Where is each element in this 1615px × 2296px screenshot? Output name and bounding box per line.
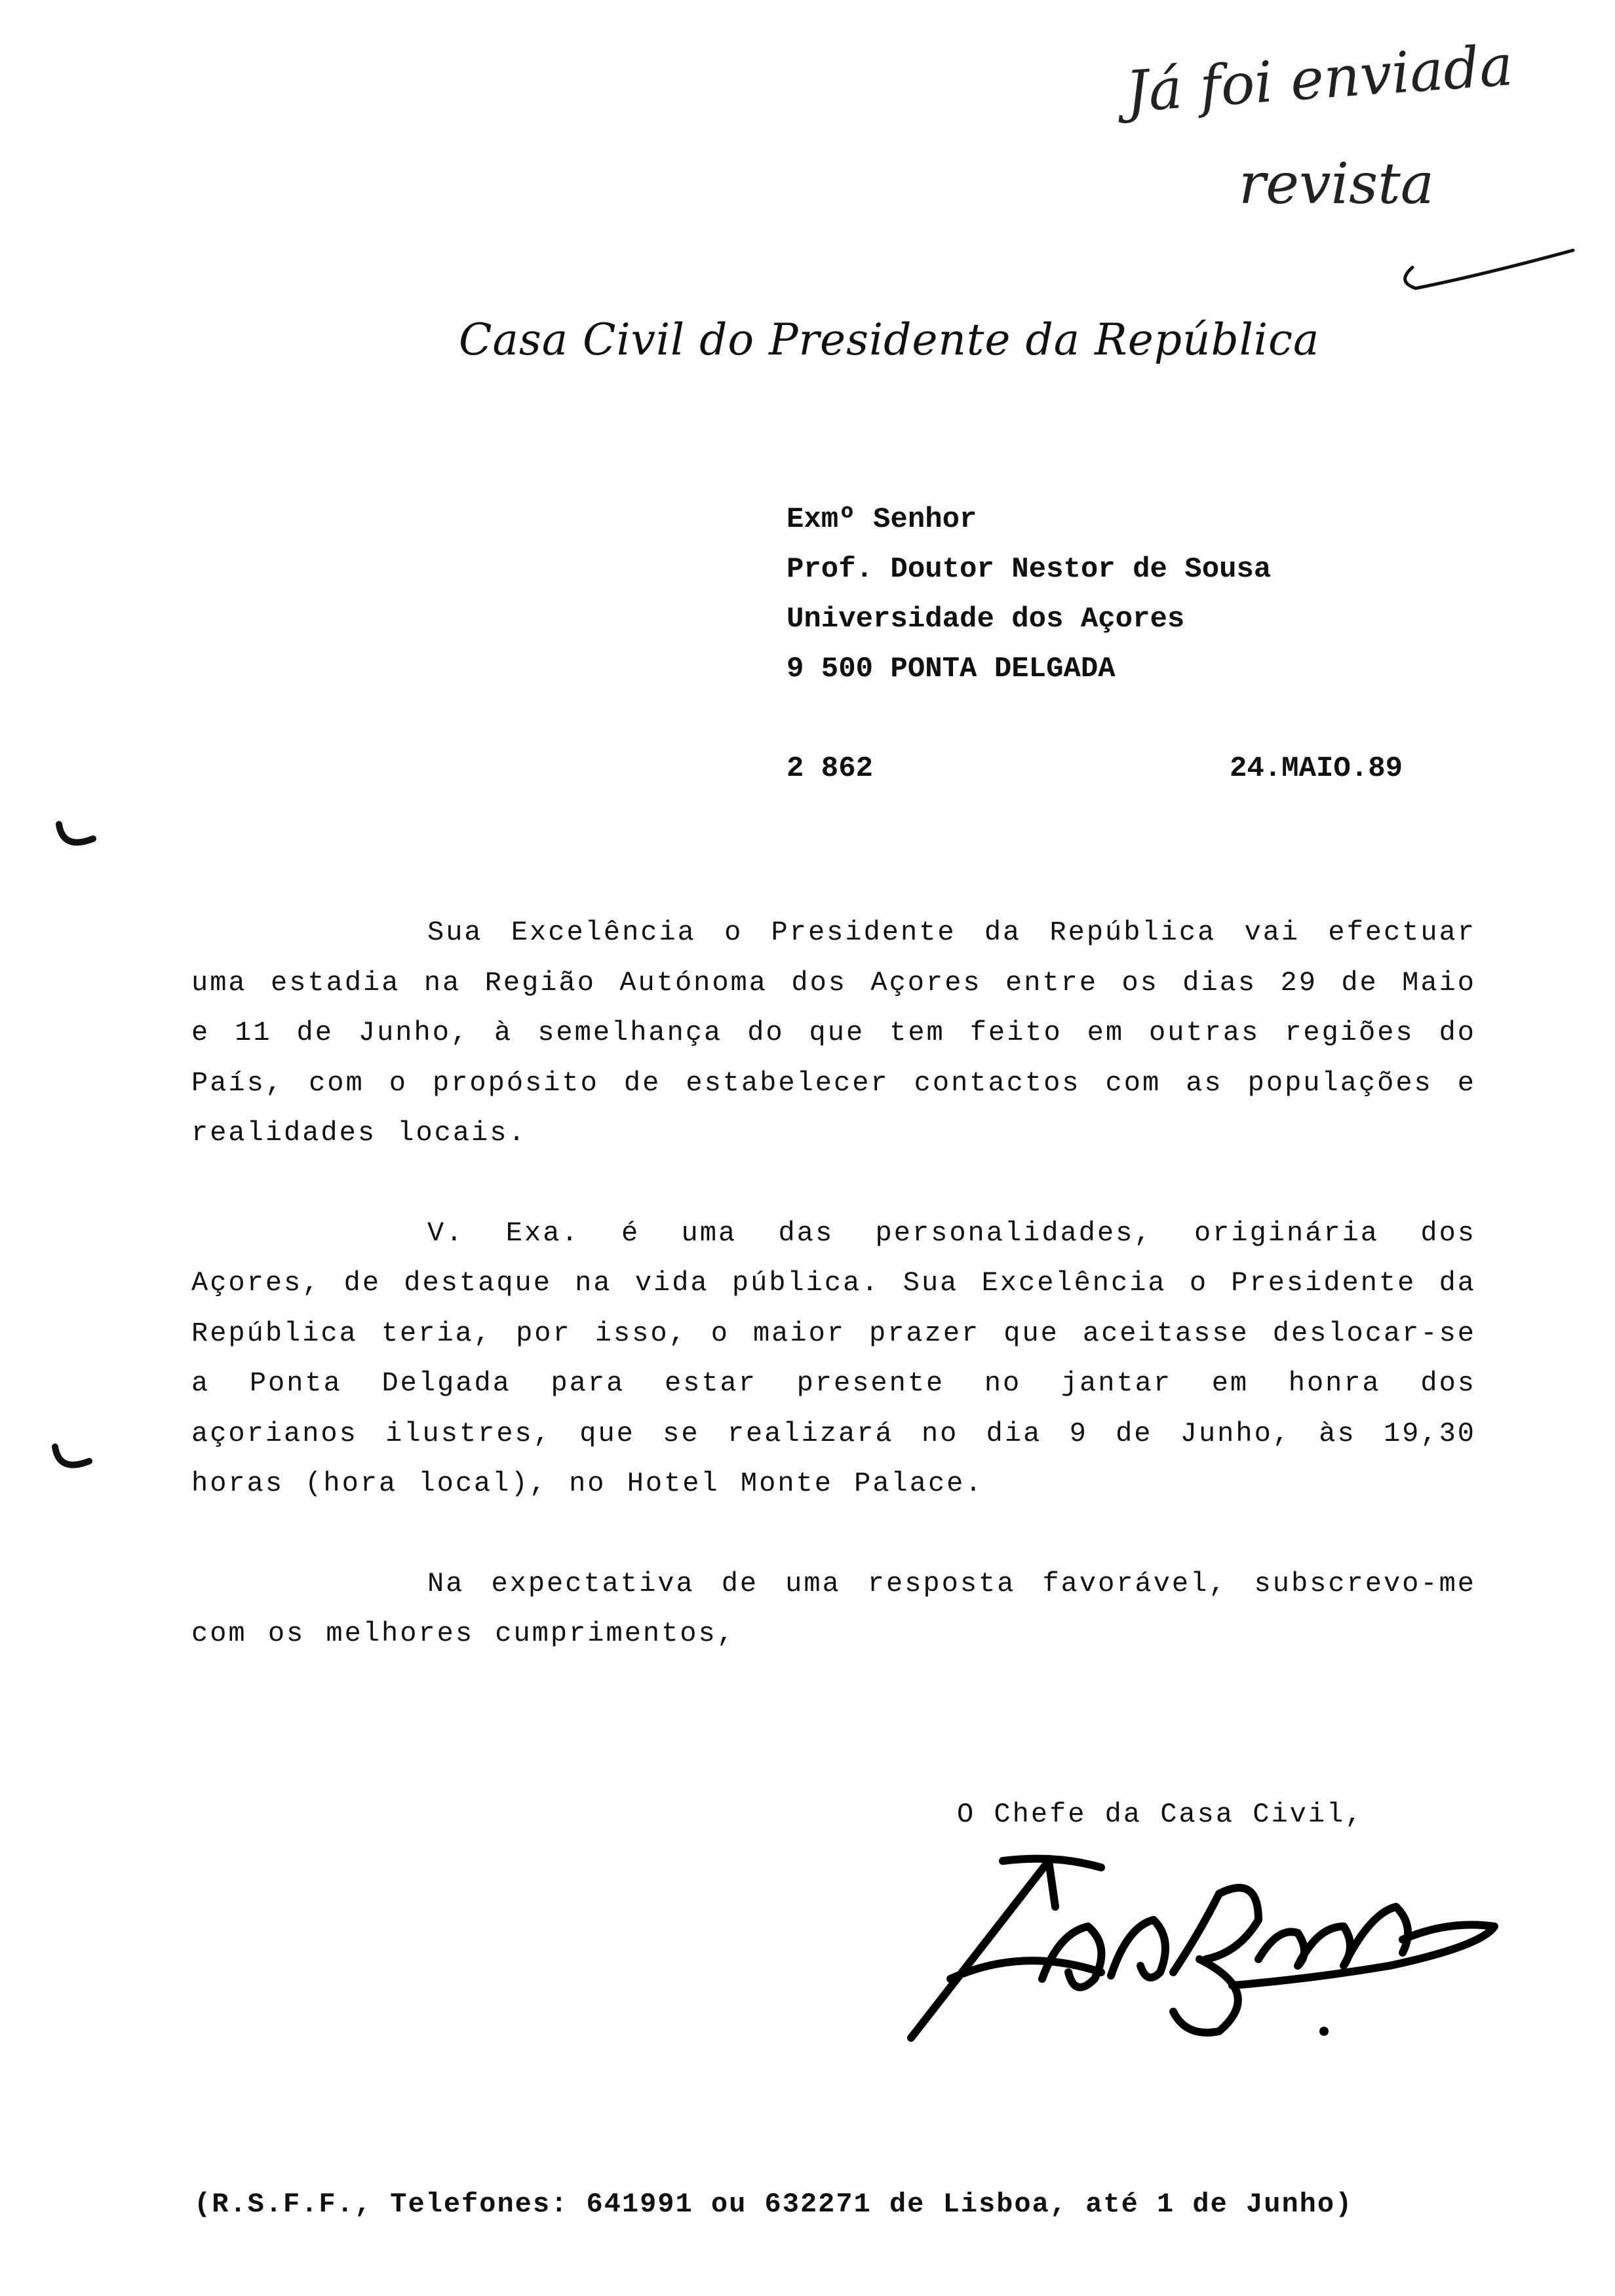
recipient-salutation: Exmº Senhor: [787, 503, 977, 536]
recipient-address: [787, 495, 1508, 694]
handwritten-stroke: [1405, 250, 1573, 288]
recipient-name: Prof. Doutor Nestor de Sousa: [787, 553, 1272, 586]
handwritten-note: [1114, 39, 1586, 315]
footer-contact: (R.S.F.F., Telefones: 641991 ou 632271 de Lisboa, até 1 de Junho): [194, 2189, 1353, 2220]
closing-title: O Chefe da Casa Civil,: [957, 1799, 1364, 1830]
handwritten-note-line1: Já foi enviada: [1123, 39, 1515, 125]
body-paragraph-2: V. Exa. é uma das personalidades, originária dos Açores, de destaque na vida pública. Sua Excelência o Presidente da República teria, por isso, o maior prazer que aceitasse deslocar-se a Ponta Delgada para estar presente no jantar em honra dos açorianos ilustres, que se realizará no dia 9 de Junho, às 19,30 horas (hora local), no Hotel Monte Palace.: [191, 1217, 1476, 1499]
body-paragraph-3: Na expectativa de uma resposta favorável, subscrevo-me com os melhores cumprimentos,: [191, 1567, 1476, 1649]
letter-date: 24.MAIO.89: [1229, 752, 1403, 785]
recipient-institution: Universidade dos Açores: [787, 603, 1185, 636]
reference-number: 2 862: [787, 752, 874, 785]
body-paragraph-1: Sua Excelência o Presidente da República vai efectuar uma estadia na Região Autónoma dos Açores entre os dias 29 de Maio e 11 de Junho, à semelhança do que tem feito em outras regiões do País, com o propósito de estabelecer contactos com as populações e realidades locais.: [191, 917, 1476, 1149]
recipient-city: 9 500 PONTA DELGADA: [787, 653, 1116, 685]
letter-body: [191, 908, 1476, 1659]
handwritten-note-line2: revista: [1239, 151, 1435, 217]
punch-hole-mark: [54, 819, 100, 856]
punch-hole-mark: [50, 1442, 96, 1478]
letterhead-title: Casa Civil do Presidente da República: [459, 315, 1320, 365]
signature: [891, 1848, 1508, 2044]
reference-line: [787, 744, 1403, 794]
